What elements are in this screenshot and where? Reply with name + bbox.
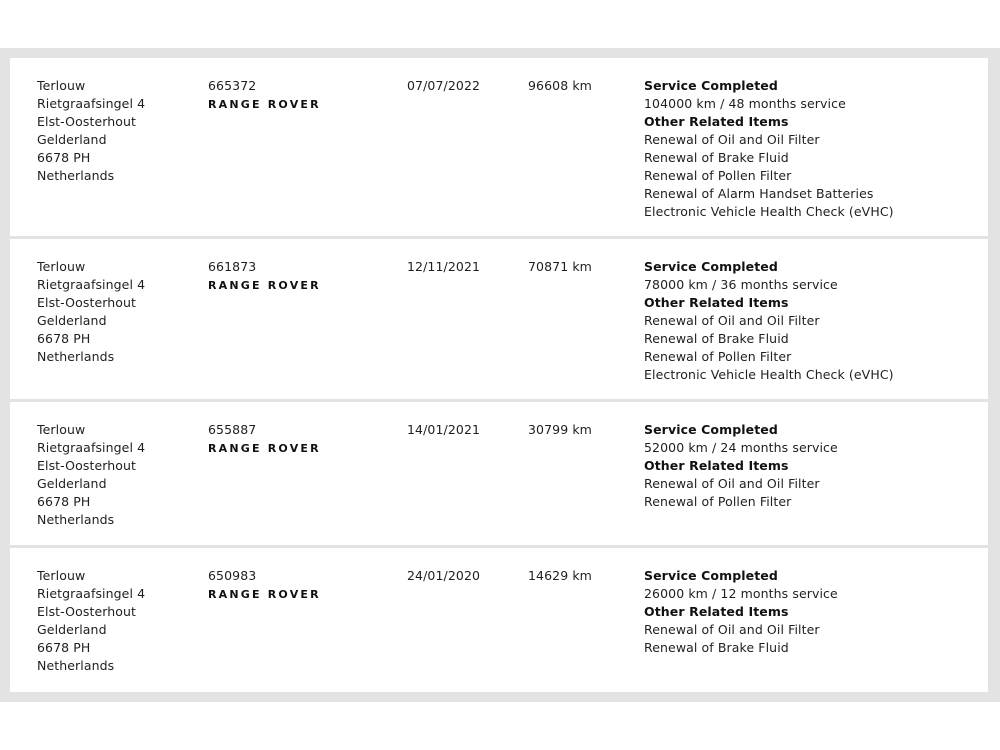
- retailer-city: Elst-Oosterhout: [37, 604, 137, 619]
- retailer-address: [37, 567, 197, 675]
- service-completed-heading: Service Completed: [644, 78, 778, 93]
- service-record: [10, 239, 988, 399]
- related-item: Renewal of Pollen Filter: [644, 349, 792, 364]
- retailer-city: Elst-Oosterhout: [37, 114, 137, 129]
- related-item: Renewal of Pollen Filter: [644, 168, 792, 183]
- service-details: [644, 258, 984, 384]
- record-number: 650983: [208, 568, 257, 583]
- record-number: 665372: [208, 78, 257, 93]
- service-date: 14/01/2021: [407, 422, 481, 437]
- retailer-country: Netherlands: [37, 168, 115, 183]
- service-mileage: 14629 km: [528, 568, 592, 583]
- service-record: [10, 548, 988, 692]
- related-item: Electronic Vehicle Health Check (eVHC): [644, 204, 894, 219]
- related-item: Renewal of Brake Fluid: [644, 331, 789, 346]
- service-completed-heading: Service Completed: [644, 259, 778, 274]
- related-item: Electronic Vehicle Health Check (eVHC): [644, 367, 894, 382]
- retailer-name: Terlouw: [37, 422, 86, 437]
- service-mileage: 30799 km: [528, 422, 592, 437]
- retailer-street: Rietgraafsingel 4: [37, 96, 146, 111]
- record-identity: [208, 258, 398, 295]
- service-date: 07/07/2022: [407, 78, 481, 93]
- related-item: Renewal of Oil and Oil Filter: [644, 476, 820, 491]
- service-description: 52000 km / 24 months service: [644, 440, 838, 455]
- retailer-address: [37, 77, 197, 185]
- retailer-address: [37, 258, 197, 366]
- retailer-street: Rietgraafsingel 4: [37, 586, 146, 601]
- service-record: [10, 402, 988, 545]
- related-item: Renewal of Oil and Oil Filter: [644, 622, 820, 637]
- record-identity: [208, 421, 398, 458]
- service-description: 78000 km / 36 months service: [644, 277, 838, 292]
- related-items-heading: Other Related Items: [644, 114, 789, 129]
- retailer-country: Netherlands: [37, 349, 115, 364]
- retailer-name: Terlouw: [37, 568, 86, 583]
- record-number: 661873: [208, 259, 257, 274]
- service-details: [644, 567, 984, 657]
- retailer-city: Elst-Oosterhout: [37, 295, 137, 310]
- retailer-province: Gelderland: [37, 476, 107, 491]
- retailer-street: Rietgraafsingel 4: [37, 440, 146, 455]
- service-mileage: 70871 km: [528, 259, 592, 274]
- related-item: Renewal of Brake Fluid: [644, 150, 789, 165]
- service-history-panel: [0, 48, 1000, 702]
- service-date: 24/01/2020: [407, 568, 481, 583]
- retailer-postcode: 6678 PH: [37, 494, 91, 509]
- retailer-name: Terlouw: [37, 78, 86, 93]
- related-item: Renewal of Oil and Oil Filter: [644, 313, 820, 328]
- retailer-street: Rietgraafsingel 4: [37, 277, 146, 292]
- related-item: Renewal of Pollen Filter: [644, 494, 792, 509]
- service-description: 26000 km / 12 months service: [644, 586, 838, 601]
- service-mileage: 96608 km: [528, 78, 592, 93]
- related-items-heading: Other Related Items: [644, 458, 789, 473]
- related-item: Renewal of Oil and Oil Filter: [644, 132, 820, 147]
- record-number: 655887: [208, 422, 257, 437]
- retailer-name: Terlouw: [37, 259, 86, 274]
- service-record: [10, 58, 988, 236]
- range-rover-wordmark: RANGE ROVER: [208, 588, 321, 601]
- retailer-city: Elst-Oosterhout: [37, 458, 137, 473]
- retailer-postcode: 6678 PH: [37, 150, 91, 165]
- retailer-address: [37, 421, 197, 529]
- retailer-country: Netherlands: [37, 512, 115, 527]
- range-rover-wordmark: RANGE ROVER: [208, 98, 321, 111]
- retailer-postcode: 6678 PH: [37, 640, 91, 655]
- retailer-postcode: 6678 PH: [37, 331, 91, 346]
- retailer-province: Gelderland: [37, 622, 107, 637]
- range-rover-wordmark: RANGE ROVER: [208, 279, 321, 292]
- related-items-heading: Other Related Items: [644, 295, 789, 310]
- retailer-province: Gelderland: [37, 313, 107, 328]
- retailer-province: Gelderland: [37, 132, 107, 147]
- service-description: 104000 km / 48 months service: [644, 96, 846, 111]
- record-identity: [208, 567, 398, 604]
- related-items-heading: Other Related Items: [644, 604, 789, 619]
- range-rover-wordmark: RANGE ROVER: [208, 442, 321, 455]
- service-records-list: [10, 58, 988, 695]
- service-details: [644, 77, 984, 221]
- service-completed-heading: Service Completed: [644, 422, 778, 437]
- service-details: [644, 421, 984, 511]
- record-identity: [208, 77, 398, 114]
- related-item: Renewal of Brake Fluid: [644, 640, 789, 655]
- service-date: 12/11/2021: [407, 259, 481, 274]
- retailer-country: Netherlands: [37, 658, 115, 673]
- service-completed-heading: Service Completed: [644, 568, 778, 583]
- related-item: Renewal of Alarm Handset Batteries: [644, 186, 874, 201]
